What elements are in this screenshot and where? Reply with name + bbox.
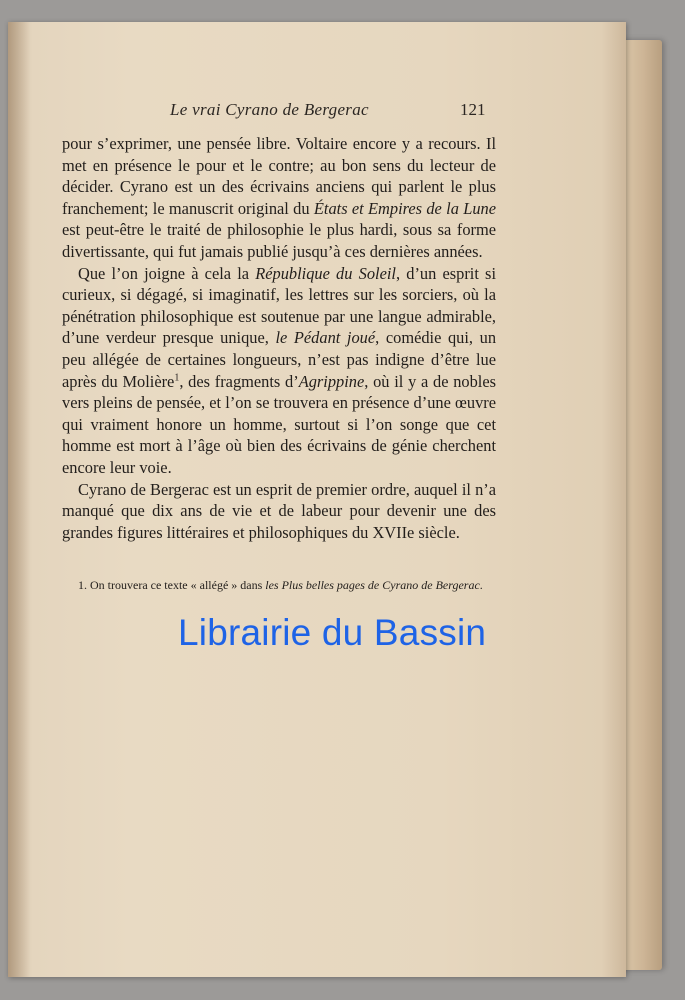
paragraph-1: pour s’exprimer, une pensée libre. Voltaire encore y a recours. Il met en présence le pour et le contre; au bon sens du lecteur de décider. Cyrano est un des écrivains anciens qui parlent le plus franchement; le manuscrit original du États et Empires de la Lune est peut-être le traité de philosophie le plus hardi, sous sa forme divertissante, qui fut jamais publié jusqu’à ces dernières années. bbox=[62, 134, 496, 261]
footnote-marker: 1 bbox=[174, 372, 180, 384]
body-text bbox=[62, 133, 496, 543]
paragraph-3: Cyrano de Bergerac est un esprit de premier ordre, auquel il n’a manqué que dix ans de vie et de labeur pour devenir une des grandes figures littéraires et philosophiques du XVIIe siècle. bbox=[62, 479, 496, 542]
footnote: 1. On trouvera ce texte « allégé » dans les Plus belles pages de Cyrano de Bergerac. bbox=[78, 578, 483, 592]
page-number: 121 bbox=[460, 100, 486, 119]
binding-gutter bbox=[8, 22, 30, 977]
running-head: Le vrai Cyrano de Bergerac bbox=[170, 100, 369, 119]
century-numeral: XVIIe bbox=[372, 522, 415, 542]
watermark-text: Librairie du Bassin bbox=[178, 612, 487, 653]
paragraph-2: Que l’on joigne à cela la République du Soleil, d’un esprit si curieux, si dégagé, si imaginatif, les lettres sur les sorciers, où la pénétration philosophique est soutenue par une langue admirable, d’une verdeur presque unique, le Pédant joué, comédie qui, un peu allégée de certaines longueurs, n’est pas indigne d’être lue après du Molière$^1$, des fragments d’Agrippine, où il y a de nobles vers pleins de pensée, et l’on se trouvera en présence d’une œuvre qui vraiment honore un homme, surtout si l’on songe que cet homme est mort à l’âge où bien des écrivains de génie cherchent encore leur voie. bbox=[62, 263, 497, 477]
